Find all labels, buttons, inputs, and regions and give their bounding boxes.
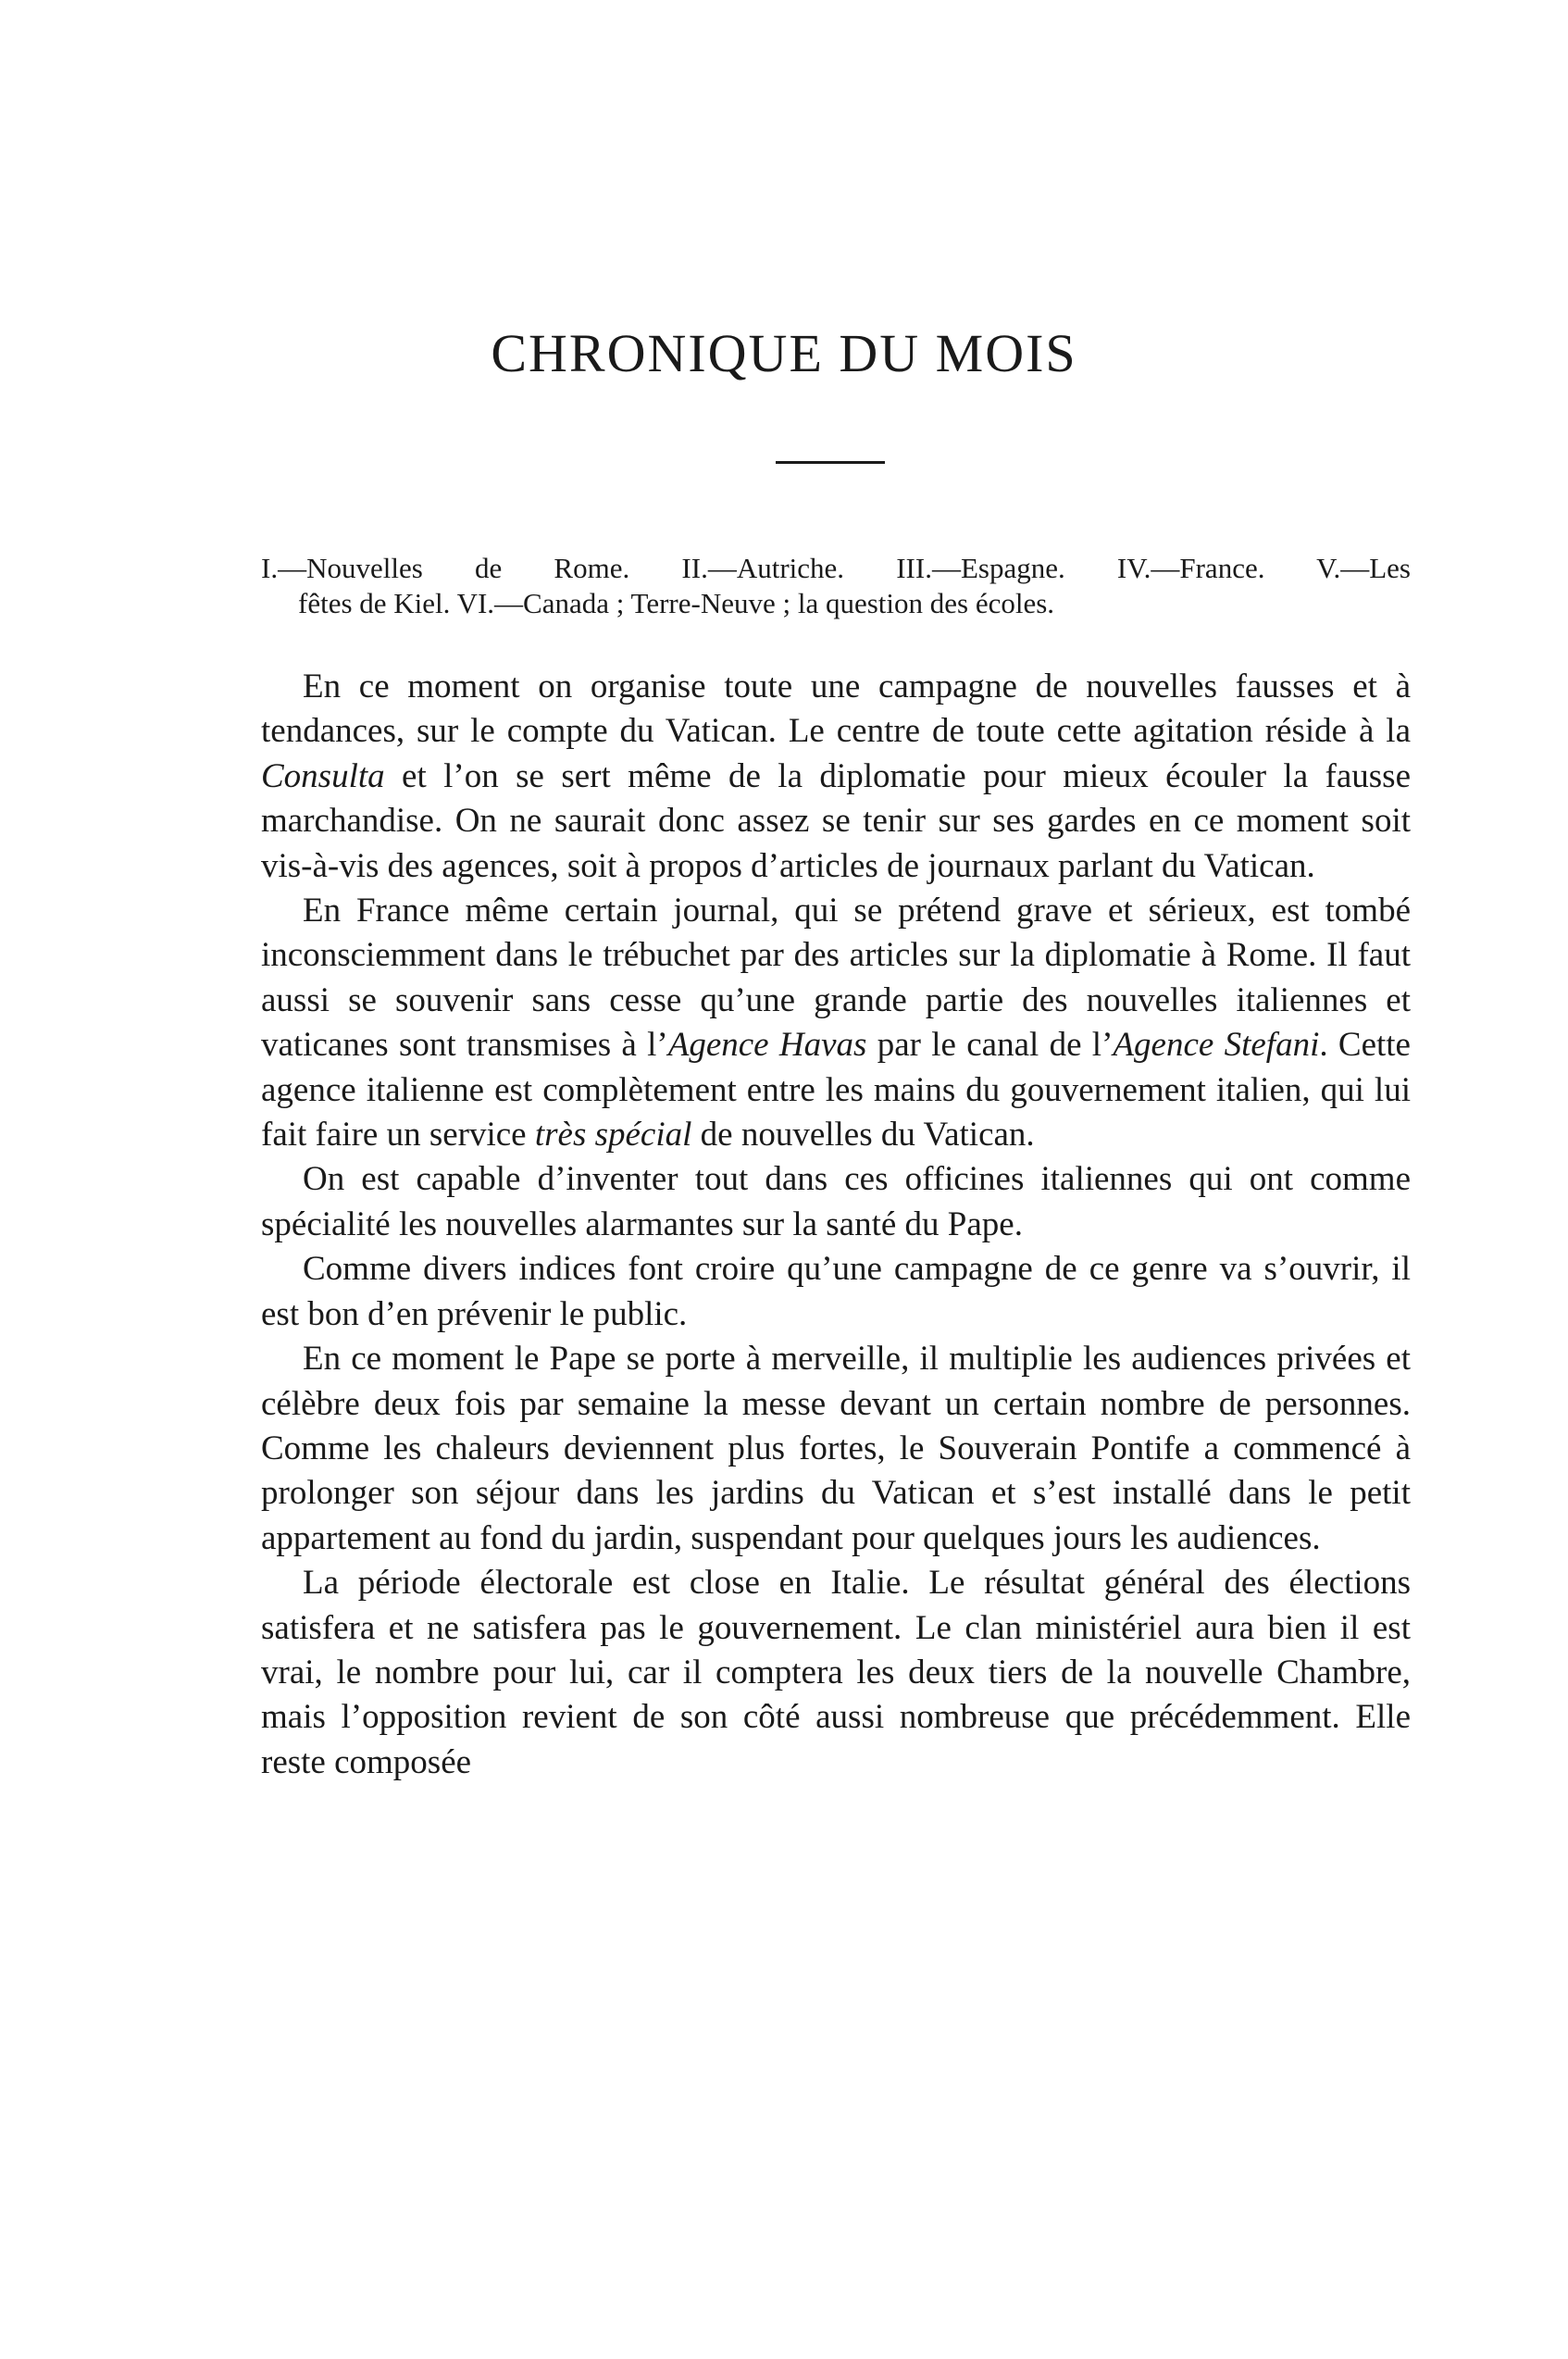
paragraph-3: On est capable d’inventer tout dans ces officines italiennes qui ont comme spécialité les nouvelles alarmantes sur la santé du Pape. [261,1160,1411,1243]
paragraph-2-italic-havas: Agence Havas [667,1026,867,1065]
paragraph-2-text-c: par le canal de l’ [866,1026,1114,1065]
page-title: CHRONIQUE DU MOIS [491,323,1077,383]
paragraph-4: Comme divers indices font croire qu’une campagne de ce genre va s’ouvrir, il est bon d’en prévenir le public. [261,1250,1411,1333]
paragraph-1-text-a: En ce moment on organise toute une campagne de nouvelles fausses et à tendances, sur le compte du Vatican. Le centre de toute cette agitation réside à la [261,668,1411,751]
summary-line-1: I.—Nouvelles de Rome. II.—Autriche. III.—Espagne. IV.—France. V.—Les [261,552,1411,584]
paragraph-2 [261,889,1411,1157]
paragraph-6: La période électorale est close en Italie. Le résultat général des élections satisfera et ne satisfera pas le gouvernement. Le clan ministériel aura bien il est vrai, le nombre pour lui, car il comptera les deux tiers de la nouvelle Chambre, mais l’opposition revient de son côté aussi nombreuse que précédemment. Elle reste composée [261,1564,1411,1781]
paragraph-2-text-a: En France même certain journal, qui se prétend grave et sérieux, est tombé inconsciemment dans le trébuchet par des articles sur la diplomatie à Rome. Il faut aussi se souvenir sans cesse qu’une grande partie des nouvelles italiennes et vaticanes sont transmises à l’ [261,892,1411,1065]
title-divider [776,461,885,464]
paragraph-5: En ce moment le Pape se porte à merveille, il multiplie les audiences privées et célèbre deux fois par semaine la messe devant un certain nombre de personnes. Comme les chaleurs deviennent plus fortes, le Souverain Pontife a commencé à prolonger son séjour dans les jardins du Vatican et s’est installé dans le petit appartement au fond du jardin, suspendant pour quelques jours les audiences. [261,1340,1411,1557]
paragraph-2-text-e: . Cette agence italienne est complètement entre les mains du gouvernement italien, qui lui fait faire un service [261,1026,1411,1155]
paragraph-2-italic-special: très spécial [534,1116,692,1155]
paragraph-1-italic-consulta: Consulta [261,756,385,795]
paragraph-1-text-c: et l’on se sert même de la diplomatie pour mieux écouler la fausse marchandise. On ne saurait donc assez se tenir sur ses gardes en ce moment soit vis-à-vis des agences, soit à propos d’articles de journaux parlant du Vatican. [261,756,1411,885]
article-body [261,665,1411,1785]
paragraph-2-italic-stefani: Agence Stefani [1113,1026,1320,1065]
paragraph-1 [261,665,1411,889]
chapter-summary [261,551,1411,621]
summary-line-2: fêtes de Kiel. VI.—Canada ; Terre-Neuve ; la question des écoles. [298,587,1055,619]
paragraph-2-text-g: de nouvelles du Vatican. [691,1116,1035,1155]
